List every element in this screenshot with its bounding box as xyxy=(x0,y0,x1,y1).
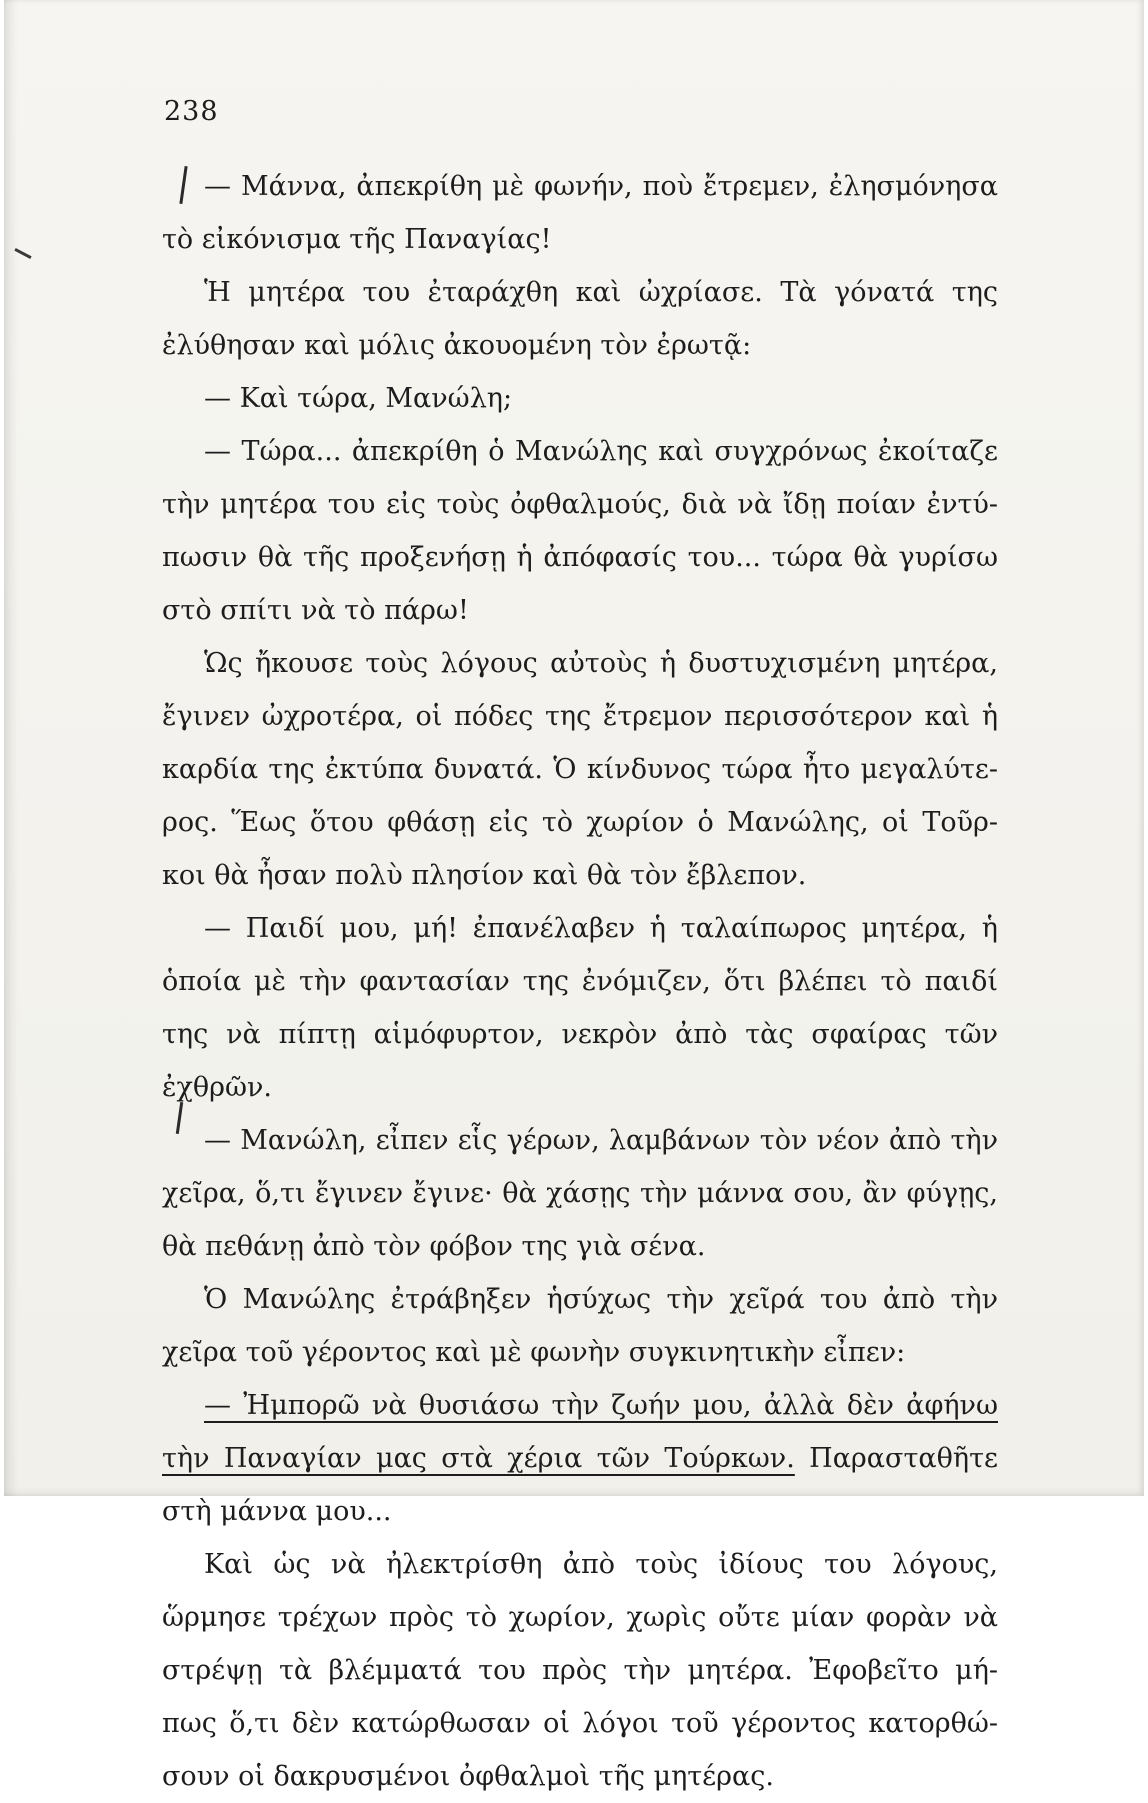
text-line: ὥρμησε τρέχων πρὸς τὸ χωρίον, χωρὶς οὔτε μίαν φορὰν νὰ xyxy=(162,1602,998,1633)
text-line: κοι θὰ ἦσαν πολὺ πλησίον καὶ θὰ τὸν ἔβλεπον. xyxy=(162,860,807,891)
text-line: Ὡς ἤκουσε τοὺς λόγους αὐτοὺς ἡ δυστυχισμένη μητέρα, xyxy=(204,648,998,679)
page-number: 238 xyxy=(164,96,219,127)
text-line: τὴν μητέρα του εἰς τοὺς ὀφθαλμούς, διὰ νὰ ἴδῃ ποίαν ἐντύ- xyxy=(162,489,998,520)
text-line: — Μάννα, ἀπεκρίθη μὲ φωνήν, ποὺ ἔτρεμεν, ἐλησμόνησα xyxy=(204,171,998,202)
text-line: τὸ εἰκόνισμα τῆς Παναγίας! xyxy=(162,224,552,255)
text-line: Ὁ Μανώλης ἐτράβηξεν ἡσύχως τὴν χεῖρά του ἀπὸ τὴν xyxy=(204,1284,998,1315)
text-line: πως ὅ,τι δὲν κατώρθωσαν οἱ λόγοι τοῦ γέροντος κατορθώ- xyxy=(162,1708,998,1739)
text-line: καρδία της ἐκτύπα δυνατά. Ὁ κίνδυνος τώρα ἦτο μεγαλύτε- xyxy=(162,754,998,785)
line-continuation: Παρασταθῆτε xyxy=(809,1443,998,1474)
text-line: — Παιδί μου, μή! ἐπανέλαβεν ἡ ταλαίπωρος μητέρα, ἡ xyxy=(204,913,998,944)
text-line: — Μανώλη, εἶπεν εἷς γέρων, λαμβάνων τὸν νέον ἀπὸ τὴν xyxy=(204,1125,998,1156)
text-line: Καὶ ὡς νὰ ἠλεκτρίσθη ἀπὸ τοὺς ἰδίους του λόγους, xyxy=(204,1549,998,1580)
text-line: — Καὶ τώρα, Μανώλη; xyxy=(204,383,513,414)
body-text xyxy=(162,160,998,1803)
page-edge-shadow xyxy=(4,0,18,1496)
text-line: ἐλύθησαν καὶ μόλις ἀκουομένη τὸν ἐρωτᾷ: xyxy=(162,330,752,361)
text-line: — Τώρα... ἀπεκρίθη ὁ Μανώλης καὶ συγχρόνως ἐκοίταζε xyxy=(204,436,998,467)
text-line: χεῖρα τοῦ γέροντος καὶ μὲ φωνὴν συγκινητικὴν εἶπεν: xyxy=(162,1337,906,1368)
text-line: της νὰ πίπτῃ αἱμόφυρτον, νεκρὸν ἀπὸ τὰς σφαίρας τῶν xyxy=(162,1019,998,1050)
text-line: στὴ μάννα μου... xyxy=(162,1496,392,1527)
text-line: θὰ πεθάνῃ ἀπὸ τὸν φόβον της γιὰ σένα. xyxy=(162,1231,706,1262)
text-line-underlined: — Ἠμπορῶ νὰ θυσιάσω τὴν ζωήν μου, ἀλλὰ δὲν ἀφήνω xyxy=(204,1390,998,1421)
text-line: ἔγινεν ὠχροτέρα, οἱ πόδες της ἔτρεμον περισσότερον καὶ ἡ xyxy=(162,701,998,732)
text-line: χεῖρα, ὅ,τι ἔγινεν ἔγινε· θὰ χάσῃς τὴν μάννα σου, ἂν φύγῃς, xyxy=(162,1178,998,1209)
text-line: ἐχθρῶν. xyxy=(162,1072,272,1103)
text-line: στὸ σπίτι νὰ τὸ πάρω! xyxy=(162,595,469,626)
text-line xyxy=(162,1432,998,1485)
text-line: σουν οἱ δακρυσμένοι ὀφθαλμοὶ τῆς μητέρας. xyxy=(162,1761,774,1792)
text-line: ρος. Ἕως ὅτου φθάσῃ εἰς τὸ χωρίον ὁ Μανώλης, οἱ Τοῦρ- xyxy=(162,807,998,838)
text-line: ὁποία μὲ τὴν φαντασίαν της ἐνόμιζεν, ὅτι βλέπει τὸ παιδί xyxy=(162,966,998,997)
text-line: Ἡ μητέρα του ἐταράχθη καὶ ὠχρίασε. Τὰ γόνατά της xyxy=(204,277,998,308)
book-page xyxy=(4,0,1144,1792)
text-line: στρέψῃ τὰ βλέμματά του πρὸς τὴν μητέρα. Ἐφοβεῖτο μή- xyxy=(162,1655,998,1686)
underlined-phrase: τὴν Παναγίαν μας στὰ χέρια τῶν Τούρκων. xyxy=(162,1443,795,1474)
text-line: πωσιν θὰ τῆς προξενήσῃ ἡ ἀπόφασίς του... τώρα θὰ γυρίσω xyxy=(162,542,998,573)
